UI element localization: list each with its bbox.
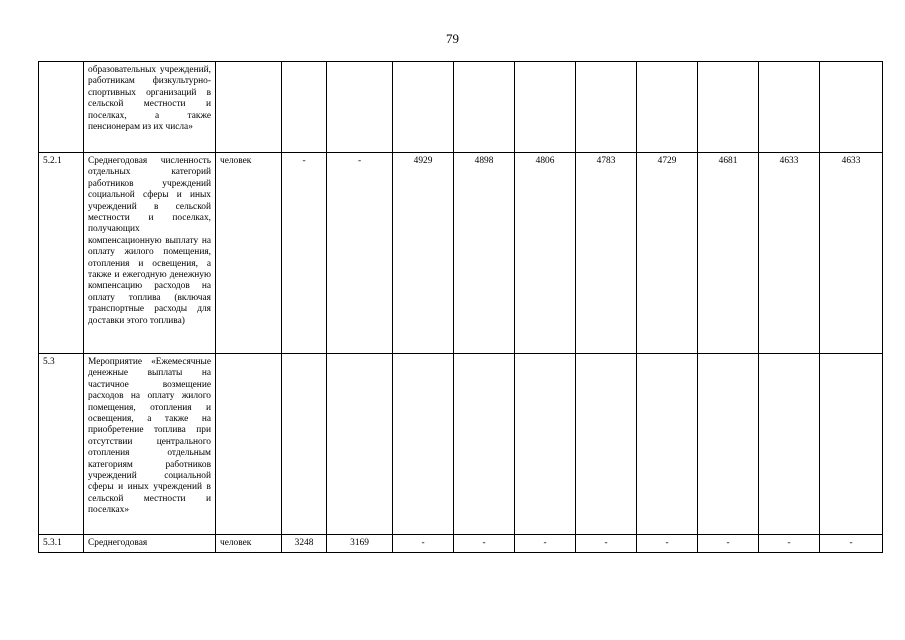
value-cell: - xyxy=(637,535,698,553)
value-cell xyxy=(454,62,515,153)
value-cell: 4729 xyxy=(637,153,698,354)
value-cell: 3248 xyxy=(282,535,327,553)
value-cell: 3169 xyxy=(327,535,393,553)
row-unit-cell xyxy=(216,354,282,535)
value-cell: - xyxy=(454,535,515,553)
value-cell: 4806 xyxy=(515,153,576,354)
value-cell: 4783 xyxy=(576,153,637,354)
row-name-cell: Мероприятие «Ежемесячные денежные выплаты на частичное возмещение расходов на оплату жилого помещения, отопления и освещения, а также на приобретение топлива при отсутствии центрального отопления отдельным категориям работников учреждений социальной сферы и иных учреждений в сельской местности и поселках» xyxy=(84,354,216,535)
value-cell xyxy=(576,354,637,535)
value-cell xyxy=(698,62,759,153)
indicators-table xyxy=(38,61,883,553)
value-cell xyxy=(637,62,698,153)
value-cell: 4633 xyxy=(820,153,883,354)
value-cell: - xyxy=(698,535,759,553)
value-cell xyxy=(820,354,883,535)
row-unit-cell xyxy=(216,62,282,153)
value-cell xyxy=(282,354,327,535)
row-code-cell: 5.3 xyxy=(39,354,84,535)
value-cell: - xyxy=(759,535,820,553)
value-cell xyxy=(515,354,576,535)
value-cell xyxy=(759,354,820,535)
value-cell xyxy=(454,354,515,535)
row-code-cell: 5.2.1 xyxy=(39,153,84,354)
table-row xyxy=(39,535,883,553)
table-row xyxy=(39,354,883,535)
value-cell: - xyxy=(393,535,454,553)
table-row xyxy=(39,62,883,153)
value-cell: 4681 xyxy=(698,153,759,354)
value-cell: - xyxy=(515,535,576,553)
value-cell: - xyxy=(282,153,327,354)
value-cell: 4898 xyxy=(454,153,515,354)
value-cell: - xyxy=(820,535,883,553)
value-cell xyxy=(327,354,393,535)
value-cell xyxy=(759,62,820,153)
value-cell: 4633 xyxy=(759,153,820,354)
value-cell xyxy=(393,62,454,153)
row-name-cell: образовательных учреждений, работникам физкультурно-спортивных организаций в сельской местности и поселках, а также пенсионерам из их числа» xyxy=(84,62,216,153)
value-cell xyxy=(637,354,698,535)
row-code-cell: 5.3.1 xyxy=(39,535,84,553)
table-row xyxy=(39,153,883,354)
value-cell xyxy=(820,62,883,153)
value-cell: 4929 xyxy=(393,153,454,354)
row-name-cell: Среднегодовая численность отдельных категорий работников учреждений социальной сферы и иных учреждений в сельской местности и поселках, получающих компенсационную выплату на оплату жилого помещения, отопления и освещения, а также и ежегодную денежную компенсацию расходов на оплату топлива (включая транспортные расходы для доставки этого топлива) xyxy=(84,153,216,354)
row-name-cell: Среднегодовая xyxy=(84,535,216,553)
value-cell xyxy=(327,62,393,153)
row-code-cell xyxy=(39,62,84,153)
value-cell xyxy=(515,62,576,153)
row-unit-cell: человек xyxy=(216,535,282,553)
value-cell xyxy=(282,62,327,153)
table-body xyxy=(39,62,883,553)
value-cell xyxy=(698,354,759,535)
value-cell: - xyxy=(576,535,637,553)
value-cell: - xyxy=(327,153,393,354)
row-unit-cell: человек xyxy=(216,153,282,354)
value-cell xyxy=(393,354,454,535)
value-cell xyxy=(576,62,637,153)
page-number: 79 xyxy=(446,31,459,46)
